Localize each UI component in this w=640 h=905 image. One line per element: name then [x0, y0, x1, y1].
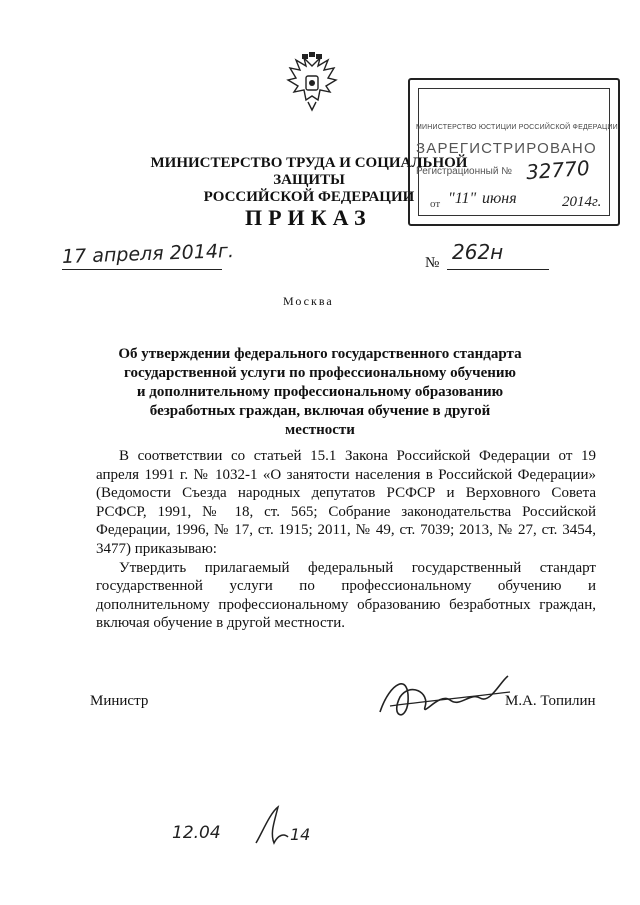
signatory-position: Министр: [90, 693, 149, 709]
number-underline: [447, 269, 549, 270]
document-title: Об утверждении федерального государственного стандарта государственной услуги по профессиональному обучению и дополнительному профессиональному образованию безработных граждан, включая обучение в другой местности: [118, 346, 522, 438]
stamp-reg-label: Регистрационный №: [416, 166, 512, 177]
ministry-line-2: РОССИЙСКОЙ ФЕДЕРАЦИИ: [203, 189, 415, 205]
stamp-status: ЗАРЕГИСТРИРОВАНО: [416, 140, 597, 157]
stamp-date-prefix: от: [430, 198, 441, 210]
handwritten-number: 262н: [452, 240, 504, 264]
stamp-org: МИНИСТЕРСТВО ЮСТИЦИИ РОССИЙСКОЙ ФЕДЕРАЦИИ: [416, 124, 618, 131]
stamp-date-year: 2014г.: [562, 194, 602, 210]
ministry-line-1: МИНИСТЕРСТВО ТРУДА И СОЦИАЛЬНОЙ ЗАЩИТЫ: [150, 155, 468, 188]
date-underline: [62, 269, 222, 270]
body-paragraph-2: Утвердить прилагаемый федеральный государственный стандарт государственной услуги по профессиональному обучению и дополнительному профессиональному образованию безработных граждан, включая обучение в другой местности.: [96, 559, 596, 632]
stamp-date-month: июня: [482, 190, 517, 207]
stamp-reg-number: 32770: [525, 155, 591, 185]
handwritten-date: 17 апреля 2014г.: [61, 240, 235, 268]
number-sign: №: [425, 255, 440, 271]
handwritten-footer-note: [160, 795, 360, 855]
city: Москва: [283, 294, 334, 308]
document-type: ПРИКАЗ: [245, 205, 372, 230]
stamp-date-day: "11": [448, 190, 477, 207]
body-paragraph-1: В соответствии со статьей 15.1 Закона Российской Федерации от 19 апреля 1991 г. № 1032-1 «О занятости населения в Российской Федерации» (Ведомости Съезда народных депутатов РСФСР и Верховного Совета РСФСР, 1991, № 18, ст. 565; Собрание законодательства Российской Федерации, 1996, № 17, ст. 1915; 2011, № 49, ст. 7039; 2013, № 27, ст. 3454, 3477) приказываю:: [96, 448, 596, 557]
ministry-name: [144, 155, 477, 207]
footer-note-date-2: 14: [290, 825, 311, 844]
signatory-name: М.А. Топилин: [505, 693, 596, 709]
coat-of-arms-emblem: [282, 52, 342, 116]
footer-note-date-1: 12.04: [172, 823, 221, 843]
document-body: [96, 447, 596, 633]
